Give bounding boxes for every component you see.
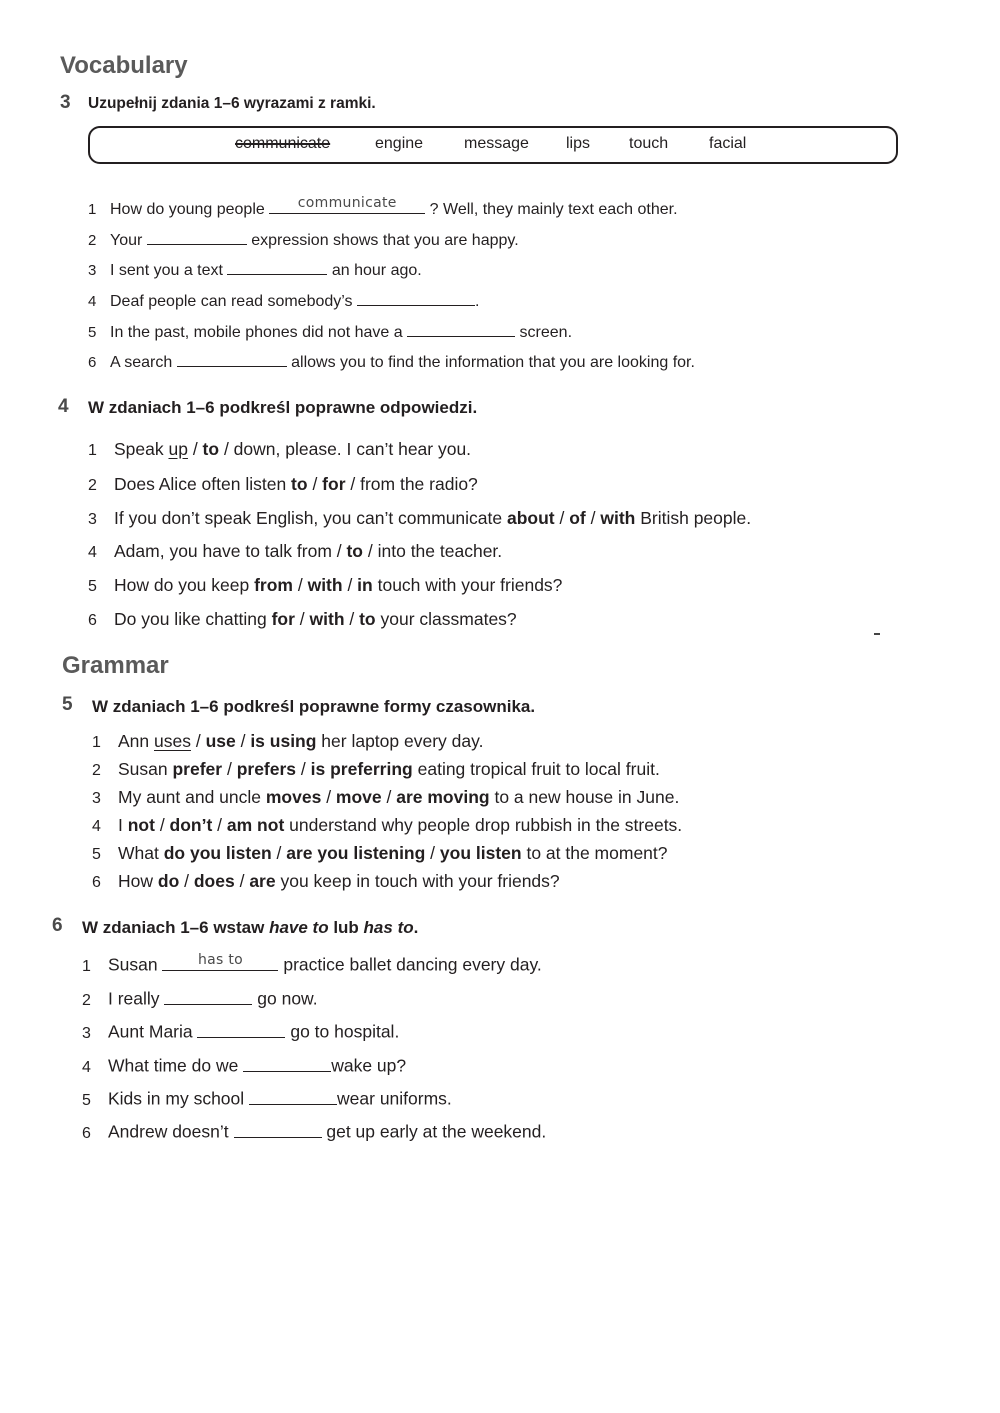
exercise-3-instruction: Uzupełnij zdania 1–6 wyrazami z ramki. xyxy=(88,95,376,112)
box-word: touch xyxy=(629,135,669,152)
answer-blank[interactable] xyxy=(407,320,515,337)
list-item: 4 What time do we wake up? xyxy=(82,1053,406,1077)
option[interactable]: in xyxy=(357,575,373,595)
option[interactable]: does xyxy=(193,871,235,891)
option[interactable]: from xyxy=(360,474,396,494)
option[interactable]: is preferring xyxy=(310,759,413,779)
list-item: 1 Speak up / to / down, please. I can’t hear you. xyxy=(88,439,472,459)
option[interactable]: for xyxy=(322,474,346,494)
vocabulary-heading: Vocabulary xyxy=(60,52,188,79)
option[interactable]: with xyxy=(309,609,345,629)
answer-blank[interactable] xyxy=(147,228,247,245)
box-word-used: communicate xyxy=(235,135,331,152)
list-item: 3 My aunt and uncle moves / move / are moving to a new house in June. xyxy=(92,787,680,807)
box-word: lips xyxy=(566,135,591,152)
option[interactable]: are you listening xyxy=(286,843,426,863)
option[interactable]: from xyxy=(254,575,293,595)
exercise-4-instruction: W zdaniach 1–6 podkreśl poprawne odpowiedzi. xyxy=(88,398,478,417)
answer-blank[interactable] xyxy=(197,1019,285,1038)
list-item: 6 A search allows you to find the information that you are looking for. xyxy=(88,350,695,372)
list-item: 4 Adam, you have to talk from / to / into the teacher. xyxy=(88,541,503,561)
option[interactable]: to xyxy=(202,439,220,459)
list-item: 2 Does Alice often listen to / for / from the radio? xyxy=(88,474,478,494)
option[interactable]: am not xyxy=(226,815,285,835)
answer-blank[interactable] xyxy=(234,1119,322,1138)
option[interactable]: you listen xyxy=(439,843,522,863)
exercise-5-number: 5 xyxy=(62,694,73,715)
option[interactable]: is using xyxy=(250,731,317,751)
list-item: 3 If you don’t speak English, you can’t communicate about / of / with British people. xyxy=(88,508,752,528)
list-item: 2 Your expression shows that you are happy. xyxy=(88,228,519,250)
option[interactable]: are moving xyxy=(396,787,490,807)
filled-answer: communicate xyxy=(297,195,397,211)
answer-blank[interactable] xyxy=(164,986,252,1005)
exercise-6-number: 6 xyxy=(52,915,63,936)
list-item: 3 Aunt Maria go to hospital. xyxy=(82,1019,399,1043)
list-item: 5 How do you keep from / with / in touch with your friends? xyxy=(88,575,563,595)
list-item: 5 What do you listen / are you listening / you listen to at the moment? xyxy=(92,843,668,863)
option[interactable]: to xyxy=(346,541,364,561)
exercise-5-instruction: W zdaniach 1–6 podkreśl poprawne formy czasownika. xyxy=(92,697,536,716)
list-item: 2 Susan prefer / prefers / is preferring eating tropical fruit to local fruit. xyxy=(92,759,660,779)
grammar-heading: Grammar xyxy=(62,652,169,679)
list-item: 4 I not / don’t / am not understand why people drop rubbish in the streets. xyxy=(92,815,683,835)
answer-blank[interactable] xyxy=(162,952,278,971)
answer-blank[interactable] xyxy=(249,1086,337,1105)
list-item: 1 Ann uses / use / is using her laptop every day. xyxy=(92,731,484,751)
answer-blank[interactable] xyxy=(243,1053,331,1072)
list-item: 6 Andrew doesn’t get up early at the weekend. xyxy=(82,1119,546,1143)
option[interactable]: from xyxy=(296,541,332,561)
list-item: 6 Do you like chatting for / with / to your classmates? xyxy=(88,609,517,629)
option[interactable]: prefer xyxy=(172,759,223,779)
option[interactable]: move xyxy=(335,787,382,807)
box-word: message xyxy=(464,135,529,152)
option[interactable]: prefers xyxy=(236,759,297,779)
option[interactable]: with xyxy=(600,508,636,528)
option-selected[interactable]: up xyxy=(168,439,188,459)
option[interactable]: with xyxy=(307,575,343,595)
option[interactable]: do xyxy=(157,871,180,891)
list-item: 4 Deaf people can read somebody’s . xyxy=(88,289,479,311)
stray-mark xyxy=(874,633,880,635)
box-word: engine xyxy=(375,135,424,152)
option[interactable]: down xyxy=(233,439,276,459)
filled-answer: has to xyxy=(197,951,244,968)
option-selected[interactable]: uses xyxy=(154,731,191,751)
option[interactable]: to xyxy=(359,609,376,629)
option[interactable]: are xyxy=(249,871,276,891)
answer-blank[interactable] xyxy=(269,197,425,214)
answer-blank[interactable] xyxy=(357,289,475,306)
list-item: 2 I really go now. xyxy=(82,986,318,1010)
option[interactable]: to xyxy=(291,474,308,494)
answer-blank[interactable] xyxy=(227,258,327,275)
exercise-4-number: 4 xyxy=(58,396,69,417)
list-item: 1 How do young people communicate ? Well, they mainly text each other. xyxy=(88,195,678,218)
exercise-3-number: 3 xyxy=(60,92,71,113)
option[interactable]: moves xyxy=(265,787,322,807)
option[interactable]: of xyxy=(569,508,586,528)
box-word: facial xyxy=(709,135,747,152)
list-item: 1 Susan has to practice ballet dancing every day. xyxy=(82,951,542,975)
option[interactable]: for xyxy=(271,609,295,629)
list-item: 6 How do / does / are you keep in touch with your friends? xyxy=(92,871,560,891)
option[interactable]: use xyxy=(205,731,236,751)
option[interactable]: about xyxy=(507,508,555,528)
list-item: 5 Kids in my school wear uniforms. xyxy=(82,1086,452,1110)
answer-blank[interactable] xyxy=(177,350,287,367)
exercise-6-instruction: W zdaniach 1–6 wstaw have to lub has to. xyxy=(82,918,419,937)
option[interactable]: do you listen xyxy=(163,843,272,863)
list-item: 3 I sent you a text an hour ago. xyxy=(88,258,422,280)
option[interactable]: don’t xyxy=(169,815,213,835)
list-item: 5 In the past, mobile phones did not have a screen. xyxy=(88,320,572,342)
option[interactable]: into xyxy=(377,541,406,561)
option[interactable]: not xyxy=(127,815,155,835)
